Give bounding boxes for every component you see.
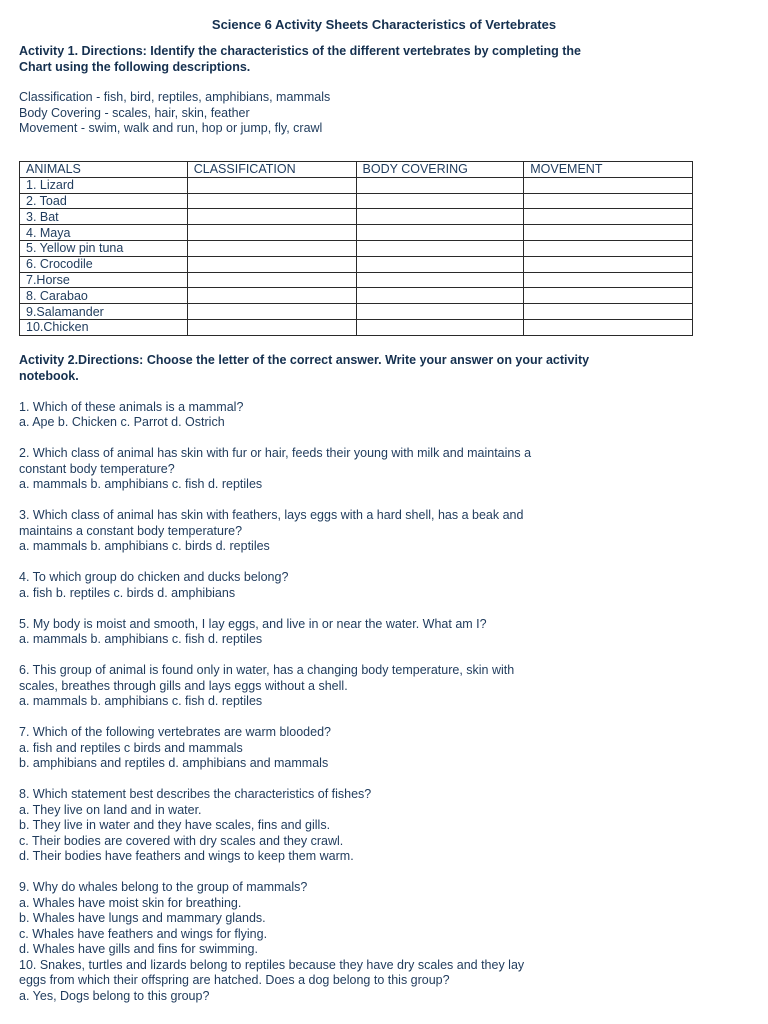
description-line: Movement - swim, walk and run, hop or jump, fly, crawl bbox=[19, 121, 323, 135]
description-line: Body Covering - scales, hair, skin, feather bbox=[19, 105, 250, 120]
animal-cell: 3. Bat bbox=[20, 209, 188, 225]
activity1-directions bbox=[19, 44, 739, 75]
question-line: a. mammals b. amphibians c. birds d. reptiles bbox=[19, 539, 270, 553]
answer-cell[interactable] bbox=[524, 177, 693, 193]
vertebrates-chart-table bbox=[19, 161, 693, 336]
directions-line: Activity 2.Directions: Choose the letter of the correct answer. Write your answer on your activity bbox=[19, 353, 590, 367]
question-item bbox=[19, 663, 739, 710]
activity2-section bbox=[19, 353, 739, 1004]
question-line: a. fish and reptiles c birds and mammals bbox=[19, 740, 243, 755]
directions-line: Chart using the following descriptions. bbox=[19, 59, 251, 74]
table-row bbox=[20, 288, 693, 304]
answer-cell[interactable] bbox=[187, 319, 356, 335]
answer-cell[interactable] bbox=[356, 319, 524, 335]
question-line: constant body temperature? bbox=[19, 461, 175, 476]
question-line: scales, breathes through gills and lays eggs without a shell. bbox=[19, 678, 348, 693]
question-line: c. Their bodies are covered with dry scales and they crawl. bbox=[19, 833, 344, 848]
question-line: b. Whales have lungs and mammary glands. bbox=[19, 911, 266, 925]
animal-cell: 10.Chicken bbox=[20, 319, 188, 335]
question-text: 6. This group of animal is found only in water, has a changing body temperature, skin with bbox=[19, 663, 515, 677]
table-row bbox=[20, 319, 693, 335]
question-text: 9. Why do whales belong to the group of mammals? bbox=[19, 880, 308, 894]
column-header: BODY COVERING bbox=[356, 162, 524, 178]
question-line: a. fish b. reptiles c. birds d. amphibians bbox=[19, 585, 236, 600]
answer-cell[interactable] bbox=[524, 209, 693, 225]
question-text: 2. Which class of animal has skin with fur or hair, feeds their young with milk and maintains a bbox=[19, 446, 532, 460]
answer-cell[interactable] bbox=[524, 225, 693, 241]
question-line: a. mammals b. amphibians c. fish d. reptiles bbox=[19, 632, 263, 646]
table-row bbox=[20, 256, 693, 272]
answer-cell[interactable] bbox=[356, 225, 524, 241]
answer-cell[interactable] bbox=[524, 319, 693, 335]
question-line: a. They live on land and in water. bbox=[19, 802, 202, 817]
question-text: 7. Which of the following vertebrates are warm blooded? bbox=[19, 725, 331, 739]
table-row bbox=[20, 177, 693, 193]
question-line: maintains a constant body temperature? bbox=[19, 523, 243, 538]
answer-cell[interactable] bbox=[356, 177, 524, 193]
answer-cell[interactable] bbox=[187, 193, 356, 209]
table-row bbox=[20, 209, 693, 225]
question-line: d. Their bodies have feathers and wings to keep them warm. bbox=[19, 849, 354, 863]
answer-cell[interactable] bbox=[524, 193, 693, 209]
answer-cell[interactable] bbox=[187, 256, 356, 272]
answer-cell[interactable] bbox=[524, 240, 693, 256]
answer-cell[interactable] bbox=[356, 209, 524, 225]
question-item bbox=[19, 508, 739, 555]
question-line: b. They live in water and they have scales, fins and gills. bbox=[19, 818, 331, 832]
answer-cell[interactable] bbox=[524, 288, 693, 304]
directions-line: notebook. bbox=[19, 368, 79, 383]
question-line: d. Whales have gills and fins for swimming. bbox=[19, 942, 258, 956]
table-row bbox=[20, 272, 693, 288]
column-header: ANIMALS bbox=[20, 162, 188, 178]
answer-cell[interactable] bbox=[187, 272, 356, 288]
activity1-descriptions bbox=[19, 90, 739, 137]
animal-cell: 9.Salamander bbox=[20, 304, 188, 320]
column-header: CLASSIFICATION bbox=[187, 162, 356, 178]
answer-cell[interactable] bbox=[187, 209, 356, 225]
answer-cell[interactable] bbox=[187, 240, 356, 256]
question-line: a. Whales have moist skin for breathing. bbox=[19, 895, 242, 910]
answer-cell[interactable] bbox=[187, 304, 356, 320]
table-row bbox=[20, 240, 693, 256]
answer-cell[interactable] bbox=[187, 225, 356, 241]
description-line: Classification - fish, bird, reptiles, amphibians, mammals bbox=[19, 90, 331, 104]
answer-cell[interactable] bbox=[524, 256, 693, 272]
answer-cell[interactable] bbox=[356, 193, 524, 209]
answer-cell[interactable] bbox=[356, 304, 524, 320]
answer-cell[interactable] bbox=[187, 288, 356, 304]
answer-cell[interactable] bbox=[356, 240, 524, 256]
question-line: a. mammals b. amphibians c. fish d. reptiles bbox=[19, 477, 263, 491]
question-line: a. Ape b. Chicken c. Parrot d. Ostrich bbox=[19, 415, 225, 429]
animal-cell: 1. Lizard bbox=[20, 177, 188, 193]
animal-cell: 2. Toad bbox=[20, 193, 188, 209]
answer-cell[interactable] bbox=[524, 272, 693, 288]
directions-line: Activity 1. Directions: Identify the characteristics of the different vertebrates by completing the bbox=[19, 44, 581, 58]
animal-cell: 4. Maya bbox=[20, 225, 188, 241]
question-line: c. Whales have feathers and wings for flying. bbox=[19, 926, 268, 941]
question-item bbox=[19, 446, 739, 493]
table-row bbox=[20, 193, 693, 209]
question-text: 3. Which class of animal has skin with feathers, lays eggs with a hard shell, has a beak and bbox=[19, 508, 524, 522]
question-text: 5. My body is moist and smooth, I lay eggs, and live in or near the water. What am I? bbox=[19, 616, 487, 631]
question-item bbox=[19, 880, 739, 1004]
answer-cell[interactable] bbox=[356, 256, 524, 272]
animal-cell: 5. Yellow pin tuna bbox=[20, 240, 188, 256]
question-line: eggs from which their offspring are hatched. Does a dog belong to this group? bbox=[19, 973, 450, 987]
column-header: MOVEMENT bbox=[524, 162, 693, 178]
animal-cell: 7.Horse bbox=[20, 272, 188, 288]
question-line: a. Yes, Dogs belong to this group? bbox=[19, 988, 210, 1003]
table-header-row bbox=[20, 162, 693, 178]
question-text: 8. Which statement best describes the characteristics of fishes? bbox=[19, 787, 372, 801]
answer-cell[interactable] bbox=[356, 288, 524, 304]
table-row bbox=[20, 225, 693, 241]
question-item bbox=[19, 787, 739, 865]
question-line: 10. Snakes, turtles and lizards belong to reptiles because they have dry scales and they lay bbox=[19, 957, 525, 972]
question-text: 1. Which of these animals is a mammal? bbox=[19, 399, 244, 414]
question-item bbox=[19, 725, 739, 772]
answer-cell[interactable] bbox=[524, 304, 693, 320]
question-item bbox=[19, 617, 739, 648]
question-list bbox=[19, 400, 739, 1005]
question-item bbox=[19, 400, 739, 431]
answer-cell[interactable] bbox=[356, 272, 524, 288]
animal-cell: 8. Carabao bbox=[20, 288, 188, 304]
question-item bbox=[19, 570, 739, 601]
question-line: b. amphibians and reptiles d. amphibians and mammals bbox=[19, 756, 329, 770]
answer-cell[interactable] bbox=[187, 177, 356, 193]
question-line: a. mammals b. amphibians c. fish d. reptiles bbox=[19, 694, 263, 708]
question-text: 4. To which group do chicken and ducks belong? bbox=[19, 570, 289, 584]
page-title: Science 6 Activity Sheets Characteristics of Vertebrates bbox=[211, 17, 557, 32]
table-row bbox=[20, 304, 693, 320]
animal-cell: 6. Crocodile bbox=[20, 256, 188, 272]
